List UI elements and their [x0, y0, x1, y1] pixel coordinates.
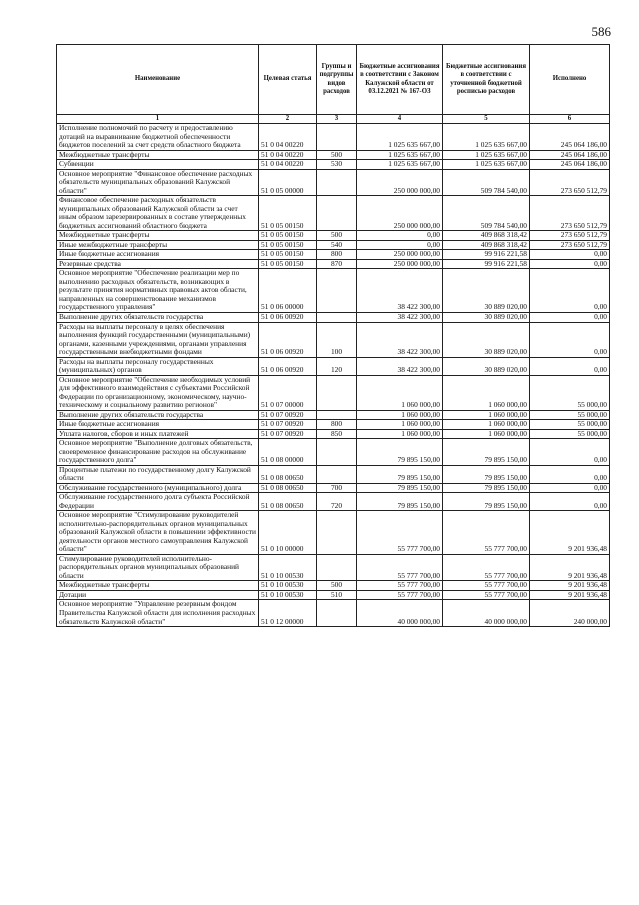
row-name: Расходы на выплаты персоналу в целях обеспечения выполнения функций государственными (муниципальными) органами, казенными учреждениями, органами управления государственными внебюджетными фондами — [57, 322, 259, 357]
row-target-article: 51 0 06 00000 — [259, 269, 317, 313]
row-name: Уплата налогов, сборов и иных платежей — [57, 429, 259, 439]
row-expense-group — [317, 269, 357, 313]
row-updated-amount: 55 777 700,00 — [443, 590, 530, 600]
table-row — [57, 124, 610, 151]
table-row — [57, 196, 610, 231]
row-expense-group — [317, 124, 357, 151]
row-expense-group: 500 — [317, 231, 357, 241]
row-executed-amount: 273 650 512,79 — [530, 231, 610, 241]
row-name: Финансовое обеспечение расходных обязательств муниципальных образований Калужской области за счет иным образом зарезервированных в составе утвержденных бюджетных ассигнований областного бюджета — [57, 196, 259, 231]
row-law-amount: 1 025 635 667,00 — [357, 150, 443, 160]
row-executed-amount: 55 000,00 — [530, 410, 610, 420]
row-name: Обслуживание государственного долга субъекта Российской Федерации — [57, 493, 259, 511]
header-law-allocations: Бюджетные ассигнования в соответствии с Законом Калужской области от 03.12.2021 № 167-ОЗ — [357, 45, 443, 115]
row-target-article: 51 0 04 00220 — [259, 124, 317, 151]
row-expense-group: 500 — [317, 150, 357, 160]
row-updated-amount: 79 895 150,00 — [443, 439, 530, 466]
row-target-article: 51 0 10 00530 — [259, 581, 317, 591]
row-executed-amount: 9 201 936,48 — [530, 590, 610, 600]
row-updated-amount: 99 916 221,58 — [443, 250, 530, 260]
row-executed-amount: 0,00 — [530, 439, 610, 466]
row-law-amount: 79 895 150,00 — [357, 465, 443, 483]
table-row — [57, 581, 610, 591]
row-target-article: 51 0 07 00000 — [259, 375, 317, 410]
col-number: 5 — [443, 115, 530, 124]
row-executed-amount: 0,00 — [530, 357, 610, 375]
row-law-amount: 55 777 700,00 — [357, 581, 443, 591]
row-executed-amount: 245 064 186,00 — [530, 150, 610, 160]
table-row — [57, 250, 610, 260]
col-number: 1 — [57, 115, 259, 124]
row-updated-amount: 79 895 150,00 — [443, 465, 530, 483]
row-law-amount: 79 895 150,00 — [357, 483, 443, 493]
row-updated-amount: 409 868 318,42 — [443, 231, 530, 241]
row-target-article: 51 0 08 00650 — [259, 483, 317, 493]
page-number: 586 — [591, 24, 611, 39]
row-name: Обслуживание государственного (муниципального) долга — [57, 483, 259, 493]
row-updated-amount: 409 868 318,42 — [443, 240, 530, 250]
row-executed-amount: 273 650 512,79 — [530, 196, 610, 231]
row-updated-amount: 55 777 700,00 — [443, 581, 530, 591]
row-expense-group: 870 — [317, 259, 357, 269]
row-law-amount: 250 000 000,00 — [357, 196, 443, 231]
table-row — [57, 590, 610, 600]
row-expense-group: 800 — [317, 420, 357, 430]
row-expense-group — [317, 465, 357, 483]
row-law-amount: 38 422 300,00 — [357, 269, 443, 313]
row-executed-amount: 0,00 — [530, 322, 610, 357]
row-name: Выполнение других обязательств государства — [57, 312, 259, 322]
row-updated-amount: 30 889 020,00 — [443, 269, 530, 313]
row-updated-amount: 55 777 700,00 — [443, 511, 530, 555]
row-target-article: 51 0 08 00650 — [259, 493, 317, 511]
row-updated-amount: 1 025 635 667,00 — [443, 150, 530, 160]
table-row — [57, 269, 610, 313]
row-law-amount: 55 777 700,00 — [357, 511, 443, 555]
table-row — [57, 493, 610, 511]
header-name: Наименование — [57, 45, 259, 115]
row-expense-group: 120 — [317, 357, 357, 375]
row-target-article: 51 0 04 00220 — [259, 150, 317, 160]
row-law-amount: 1 060 000,00 — [357, 410, 443, 420]
row-law-amount: 1 060 000,00 — [357, 375, 443, 410]
row-updated-amount: 509 784 540,00 — [443, 196, 530, 231]
col-number: 4 — [357, 115, 443, 124]
row-expense-group: 500 — [317, 581, 357, 591]
row-target-article: 51 0 07 00920 — [259, 429, 317, 439]
row-executed-amount: 55 000,00 — [530, 429, 610, 439]
row-name: Межбюджетные трансферты — [57, 581, 259, 591]
table-row — [57, 231, 610, 241]
row-executed-amount: 9 201 936,48 — [530, 581, 610, 591]
row-executed-amount: 55 000,00 — [530, 375, 610, 410]
row-expense-group: 700 — [317, 483, 357, 493]
row-updated-amount: 1 060 000,00 — [443, 410, 530, 420]
row-target-article: 51 0 05 00000 — [259, 169, 317, 196]
row-executed-amount: 0,00 — [530, 269, 610, 313]
row-name: Дотации — [57, 590, 259, 600]
row-executed-amount: 9 201 936,48 — [530, 511, 610, 555]
table-row — [57, 439, 610, 466]
row-updated-amount: 55 777 700,00 — [443, 554, 530, 581]
row-law-amount: 79 895 150,00 — [357, 439, 443, 466]
row-executed-amount: 55 000,00 — [530, 420, 610, 430]
table-row — [57, 169, 610, 196]
row-expense-group — [317, 511, 357, 555]
table-row — [57, 312, 610, 322]
row-executed-amount: 240 000,00 — [530, 600, 610, 627]
row-updated-amount: 30 889 020,00 — [443, 312, 530, 322]
row-target-article: 51 0 10 00000 — [259, 511, 317, 555]
row-target-article: 51 0 05 00150 — [259, 259, 317, 269]
row-name: Межбюджетные трансферты — [57, 150, 259, 160]
row-updated-amount: 99 916 221,58 — [443, 259, 530, 269]
col-number: 3 — [317, 115, 357, 124]
row-target-article: 51 0 05 00150 — [259, 250, 317, 260]
table-row — [57, 511, 610, 555]
row-name: Основное мероприятие "Стимулирование руководителей исполнительно-распорядительных органов муниципальных образований Калужской области в повышении эффективности деятельности органов местного самоуправления Калужской области" — [57, 511, 259, 555]
table-row — [57, 465, 610, 483]
row-target-article: 51 0 08 00000 — [259, 439, 317, 466]
row-executed-amount: 0,00 — [530, 312, 610, 322]
row-executed-amount: 0,00 — [530, 483, 610, 493]
header-expense-groups: Группы и подгруппы видов расходов — [317, 45, 357, 115]
row-law-amount: 1 025 635 667,00 — [357, 160, 443, 170]
row-expense-group: 850 — [317, 429, 357, 439]
row-expense-group — [317, 169, 357, 196]
table-row — [57, 420, 610, 430]
row-name: Иные межбюджетные трансферты — [57, 240, 259, 250]
row-name: Стимулирование руководителей исполнительно-распорядительных органов муниципальных образований области — [57, 554, 259, 581]
row-updated-amount: 79 895 150,00 — [443, 483, 530, 493]
row-target-article: 51 0 10 00530 — [259, 590, 317, 600]
row-name: Основное мероприятие "Финансовое обеспечение расходных обязательств муниципальных образований Калужской области" — [57, 169, 259, 196]
row-expense-group — [317, 312, 357, 322]
table-row — [57, 240, 610, 250]
row-name: Выполнение других обязательств государства — [57, 410, 259, 420]
row-executed-amount: 0,00 — [530, 259, 610, 269]
row-target-article: 51 0 05 00150 — [259, 196, 317, 231]
row-executed-amount: 245 064 186,00 — [530, 160, 610, 170]
row-expense-group: 510 — [317, 590, 357, 600]
row-law-amount: 55 777 700,00 — [357, 554, 443, 581]
row-target-article: 51 0 05 00150 — [259, 240, 317, 250]
row-law-amount: 0,00 — [357, 231, 443, 241]
row-expense-group: 540 — [317, 240, 357, 250]
row-executed-amount: 273 650 512,79 — [530, 169, 610, 196]
row-law-amount: 250 000 000,00 — [357, 250, 443, 260]
row-law-amount: 79 895 150,00 — [357, 493, 443, 511]
row-expense-group: 530 — [317, 160, 357, 170]
row-updated-amount: 30 889 020,00 — [443, 322, 530, 357]
row-updated-amount: 509 784 540,00 — [443, 169, 530, 196]
row-law-amount: 1 025 635 667,00 — [357, 124, 443, 151]
table-row — [57, 483, 610, 493]
row-target-article: 51 0 06 00920 — [259, 322, 317, 357]
row-expense-group — [317, 196, 357, 231]
row-executed-amount: 0,00 — [530, 465, 610, 483]
table-row — [57, 375, 610, 410]
header-updated-allocations: Бюджетные ассигнования в соответствии с уточненной бюджетной росписью расходов — [443, 45, 530, 115]
row-target-article: 51 0 05 00150 — [259, 231, 317, 241]
row-law-amount: 55 777 700,00 — [357, 590, 443, 600]
header-executed: Исполнено — [530, 45, 610, 115]
row-law-amount: 0,00 — [357, 240, 443, 250]
col-number: 6 — [530, 115, 610, 124]
row-updated-amount: 1 025 635 667,00 — [443, 124, 530, 151]
table-row — [57, 160, 610, 170]
row-updated-amount: 30 889 020,00 — [443, 357, 530, 375]
row-law-amount: 40 000 000,00 — [357, 600, 443, 627]
row-name: Основное мероприятие "Обеспечение реализации мер по выполнению расходных обязательств, возникающих в результате принятия нормативных правовых актов области, направленных на совершенствование механизмов государственного управления" — [57, 269, 259, 313]
header-target-article: Целевая статья — [259, 45, 317, 115]
row-expense-group: 800 — [317, 250, 357, 260]
row-name: Иные бюджетные ассигнования — [57, 250, 259, 260]
row-name: Основное мероприятие "Обеспечение необходимых условий для эффективного взаимодействия с субъектами Российской Федерации по организационному, экономическому, научно-техническому и социальному развитию регионов" — [57, 375, 259, 410]
row-expense-group — [317, 439, 357, 466]
table-row — [57, 429, 610, 439]
row-target-article: 51 0 10 00530 — [259, 554, 317, 581]
table-row — [57, 357, 610, 375]
row-law-amount: 1 060 000,00 — [357, 420, 443, 430]
table-row — [57, 600, 610, 627]
row-updated-amount: 79 895 150,00 — [443, 493, 530, 511]
row-target-article: 51 0 12 00000 — [259, 600, 317, 627]
row-target-article: 51 0 08 00650 — [259, 465, 317, 483]
row-law-amount: 250 000 000,00 — [357, 259, 443, 269]
row-name: Межбюджетные трансферты — [57, 231, 259, 241]
row-executed-amount: 273 650 512,79 — [530, 240, 610, 250]
table-row — [57, 259, 610, 269]
row-target-article: 51 0 06 00920 — [259, 312, 317, 322]
row-expense-group — [317, 600, 357, 627]
row-target-article: 51 0 07 00920 — [259, 420, 317, 430]
row-executed-amount: 0,00 — [530, 250, 610, 260]
row-law-amount: 38 422 300,00 — [357, 312, 443, 322]
row-law-amount: 38 422 300,00 — [357, 322, 443, 357]
row-target-article: 51 0 04 00220 — [259, 160, 317, 170]
row-updated-amount: 1 060 000,00 — [443, 429, 530, 439]
row-expense-group — [317, 554, 357, 581]
row-target-article: 51 0 06 00920 — [259, 357, 317, 375]
row-target-article: 51 0 07 00920 — [259, 410, 317, 420]
row-name: Субвенции — [57, 160, 259, 170]
row-expense-group — [317, 375, 357, 410]
row-name: Резервные средства — [57, 259, 259, 269]
row-executed-amount: 9 201 936,48 — [530, 554, 610, 581]
row-name: Исполнение полномочий по расчету и предоставлению дотаций на выравнивание бюджетной обеспеченности бюджетов поселений за счет средств областного бюджета — [57, 124, 259, 151]
row-name: Основное мероприятие "Выполнение долговых обязательств, своевременное финансирование расходов на обслуживание государственного долга" — [57, 439, 259, 466]
col-number: 2 — [259, 115, 317, 124]
row-updated-amount: 1 060 000,00 — [443, 420, 530, 430]
row-executed-amount: 0,00 — [530, 493, 610, 511]
row-law-amount: 250 000 000,00 — [357, 169, 443, 196]
row-law-amount: 38 422 300,00 — [357, 357, 443, 375]
row-name: Процентные платежи по государственному долгу Калужской области — [57, 465, 259, 483]
row-name: Иные бюджетные ассигнования — [57, 420, 259, 430]
row-law-amount: 1 060 000,00 — [357, 429, 443, 439]
table-row — [57, 554, 610, 581]
table-row — [57, 150, 610, 160]
table-row — [57, 410, 610, 420]
row-updated-amount: 1 025 635 667,00 — [443, 160, 530, 170]
table-row — [57, 322, 610, 357]
row-executed-amount: 245 064 186,00 — [530, 124, 610, 151]
row-expense-group — [317, 410, 357, 420]
row-updated-amount: 1 060 000,00 — [443, 375, 530, 410]
row-expense-group: 100 — [317, 322, 357, 357]
row-expense-group: 720 — [317, 493, 357, 511]
row-name: Основное мероприятие "Управление резервным фондом Правительства Калужской области для исполнения расходных обязательств Калужской области" — [57, 600, 259, 627]
row-name: Расходы на выплаты персоналу государственных (муниципальных) органов — [57, 357, 259, 375]
row-updated-amount: 40 000 000,00 — [443, 600, 530, 627]
budget-table — [56, 44, 610, 627]
